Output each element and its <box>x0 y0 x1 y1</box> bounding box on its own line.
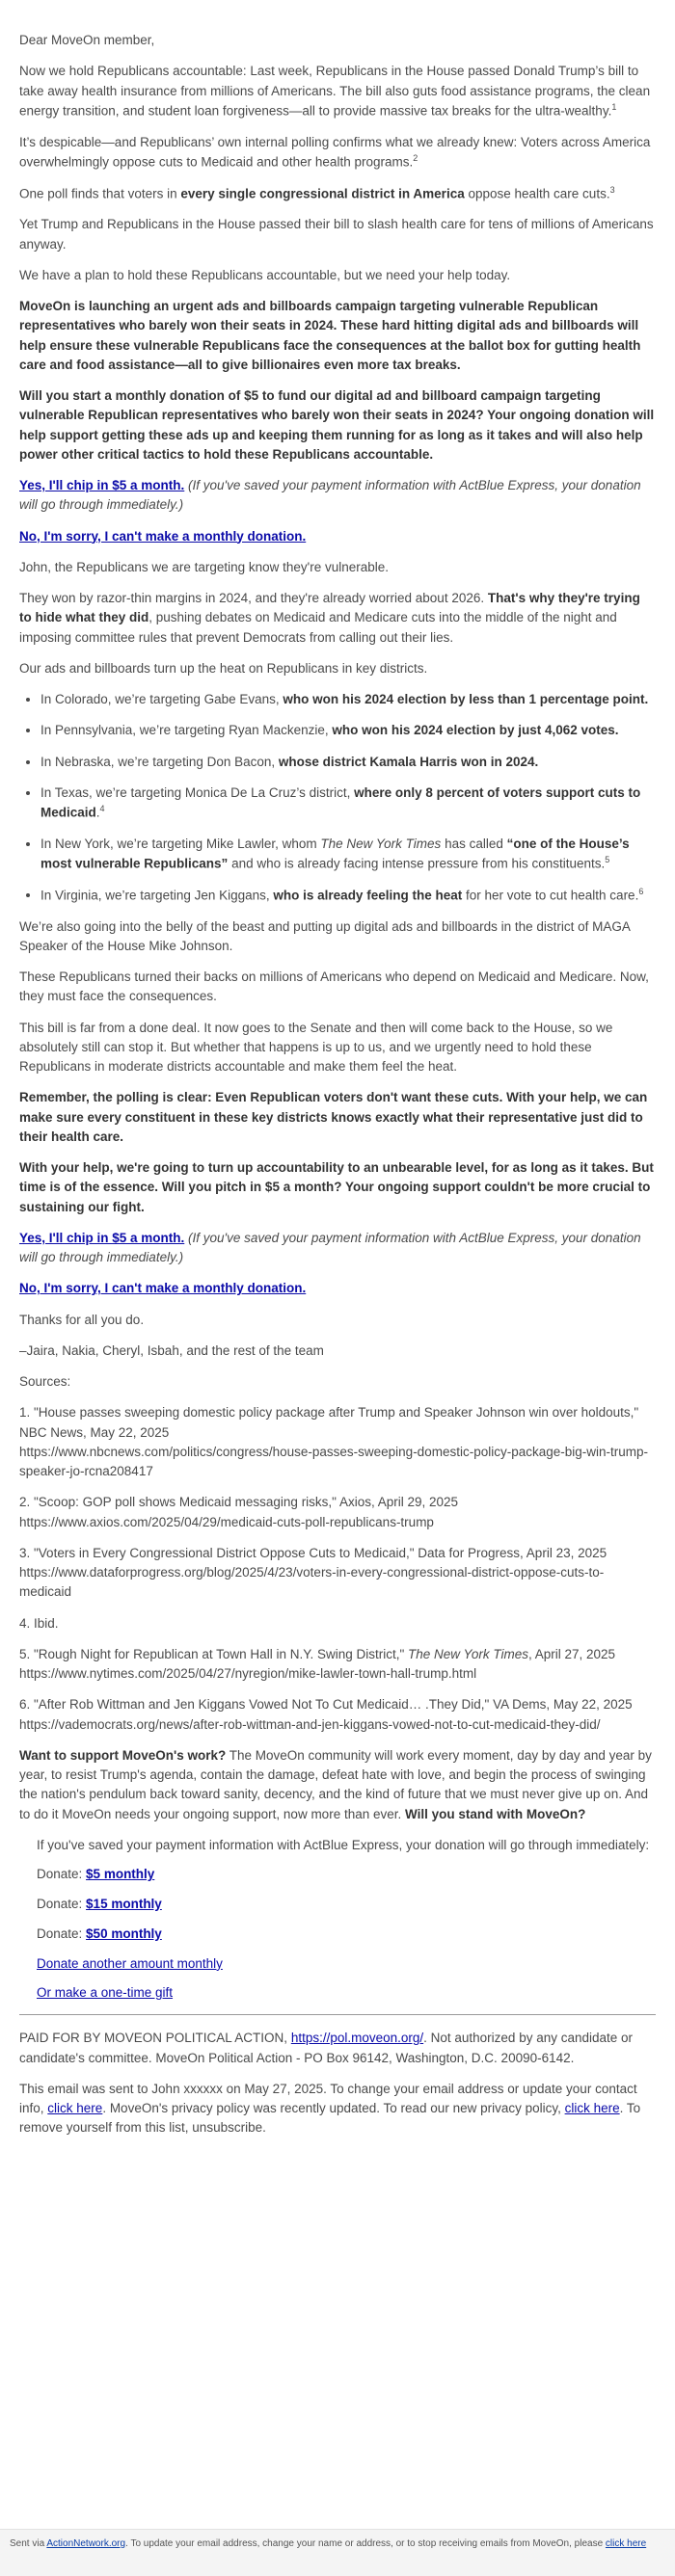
one-time-row <box>37 1983 656 2003</box>
paid-for-notice: PAID FOR BY MOVEON POLITICAL ACTION, https://pol.moveon.org/. Not authorized by any candidate or candidate's committee. MoveOn Political Action - PO Box 96142, Washington, D.C. 20090-6142. <box>19 2031 634 2065</box>
saved-payment-note-2: (If you've saved your payment information with ActBlue Express, your donation will go through immediately.) <box>19 1230 641 1264</box>
sources-list <box>19 1403 656 1735</box>
source-item: 1. "House passes sweeping domestic policy package after Trump and Speaker Johnson win over holdouts," NBC News, May 22, 2025 https://www.nbcnews.com/politics/congress/house-passes-sweeping-domestic-policy-package-big-win-trump-speaker-jo-rcna208417 <box>19 1405 649 1478</box>
email-body <box>19 0 656 2150</box>
launch-paragraph: MoveOn is launching an urgent ads and billboards campaign targeting vulnerable Republican representatives who barely won their seats in 2024. These hard hitting digital ads and billboards will help ensure these vulnerable Republicans face the consequences at the ballot box for gutting health care and food assistance—all to give billionaires even more tax breaks. <box>19 299 641 372</box>
no-donation-link-2[interactable]: No, I'm sorry, I can't make a monthly donation. <box>19 1281 307 1296</box>
moveon-political-link[interactable]: https://pol.moveon.org/ <box>290 2031 424 2046</box>
list-item: • In New York, we’re targeting Mike Lawler, whom The New York Times has called “one of the House’s most vulnerable Republicans” and who is already facing intense pressure from his constituents.$^5$ <box>40 835 656 874</box>
source-item: 2. "Scoop: GOP poll shows Medicaid messaging risks," Axios, April 29, 2025 https://www.axios.com/2025/04/29/medicaid-cuts-poll-republicans-trump <box>19 1495 459 1529</box>
email-footer <box>19 2029 656 2138</box>
source-item: 6. "After Rob Wittman and Jen Kiggans Vowed Not To Cut Medicaid… .They Did," VA Dems, May 22, 2025 https://vademocrats.org/news/after-rob-wittman-and-jen-kiggans-vowed-not-to-cut-medicaid-they-did/ <box>19 1697 633 1732</box>
source-item: 4. Ibid. <box>19 1615 59 1631</box>
donate-50-monthly-link[interactable]: $50 monthly <box>86 1925 162 1941</box>
yes-chip-in-link-2[interactable]: Yes, I'll chip in $5 a month. <box>19 1230 185 1245</box>
intro-paragraph: Now we hold Republicans accountable: Last week, Republicans in the House passed Donald Trump’s bill to take away health insurance from millions of Americans. The bill also guts food assistance programs, the clean energy transition, and student loan forgiveness—all to provide massive tax breaks for the ultra-wealthy.$^1$ <box>19 64 651 119</box>
donate-box-note: If you've saved your payment information with ActBlue Express, your donation will go through immediately: <box>37 1837 650 1852</box>
ads-heat-paragraph: Our ads and billboards turn up the heat on Republicans in key districts. <box>19 660 428 676</box>
ask-paragraph: Will you start a monthly donation of $5 to fund our digital ad and billboard campaign targeting vulnerable Republican representatives who barely won their seats in 2024? Your ongoing donation will help support getting these ads up and keeping them running for as long as it takes and will also help power other critical tactics to hold these Republicans accountable. <box>19 388 655 462</box>
yes-donate-row-2 <box>19 1229 656 1268</box>
greeting: Dear MoveOn member, <box>19 33 155 47</box>
signoff-line: –Jaira, Nakia, Cheryl, Isbah, and the rest of the team <box>19 1342 324 1358</box>
far-paragraph: This bill is far from a done deal. It now goes to the Senate and then will come back to the House, so we absolutely still can stop it. But whether that happens is up to us, and we urgently need to hold these Republicans in moderate districts accountable and make them feel the heat. <box>19 1020 613 1074</box>
ask-paragraph-2: With your help, we're going to turn up accountability to an unbearable level, for as long as it takes. But time is of the essence. Will you pitch in $5 a month? Your ongoing support couldn't be more crucial to sustaining our fight. <box>19 1160 654 1214</box>
update-contact-link[interactable]: click here <box>47 2101 103 2116</box>
donate-another-row <box>37 1954 656 1974</box>
john-paragraph: John, the Republicans we are targeting know they're vulnerable. <box>19 559 390 574</box>
targets-list <box>19 690 656 906</box>
yet-paragraph: Yet Trump and Republicans in the House passed their bill to slash health care for tens of millions of Americans anyway. <box>19 217 654 252</box>
despicable-paragraph: It’s despicable—and Republicans’ own internal polling confirms what we already knew: Voters across America overwhelmingly oppose cuts to Medicaid and other health programs.$^2$ <box>19 134 651 170</box>
donate-row: Donate: $15 monthly <box>37 1896 162 1911</box>
donate-5-monthly-link[interactable]: $5 monthly <box>86 1867 155 1881</box>
no-donate-row-2 <box>19 1279 656 1298</box>
belly-paragraph: We’re also going into the belly of the beast and putting up digital ads and billboards in the district of MAGA Speaker of the House Mike Johnson. <box>19 918 631 953</box>
no-donate-row <box>19 527 656 546</box>
action-network-link[interactable]: ActionNetwork.org <box>46 2538 126 2549</box>
donate-row: Donate: $5 monthly <box>37 1867 155 1881</box>
won-paragraph: They won by razor-thin margins in 2024, and they're already worried about 2026. That's why they're trying to hide what they did, pushing debates on Medicaid and Medicare cuts into the middle of the night and imposing committee rules that prevent Democrats from calling out their lies. <box>19 591 640 645</box>
donate-box <box>37 1836 656 2004</box>
donate-row: Donate: $50 monthly <box>37 1925 162 1941</box>
list-item: • In Texas, we’re targeting Monica De La Cruz’s district, where only 8 percent of voters support cuts to Medicaid.$^4$ <box>40 783 656 823</box>
support-paragraph: Want to support MoveOn's work? The MoveOn community will work every moment, day by day and year by year, to resist Trump's agenda, contain the damage, defeat hate with love, and begin the process of swinging the nation's pendulum back toward sanity, decency, and the kind of future that we must never give up on. And to do it MoveOn needs your ongoing support, now more than ever. Will you stand with MoveOn? <box>19 1747 652 1821</box>
list-item: • In Colorado, we’re targeting Gabe Evans, who won his 2024 election by less than 1 percentage point. <box>40 690 656 709</box>
poll-paragraph: One poll finds that voters in every single congressional district in America oppose health care cuts.$^3$ <box>19 184 615 200</box>
yes-donate-row <box>19 476 656 516</box>
source-item: 5. "Rough Night for Republican at Town Hall in N.Y. Swing District," The New York Times, April 27, 2025 https://www.nytimes.com/2025/04/27/nyregion/mike-lawler-town-hall-trump.html <box>19 1646 616 1681</box>
privacy-policy-link[interactable]: click here <box>564 2101 620 2116</box>
list-item: • In Virginia, we’re targeting Jen Kiggans, who is already feeling the heat for her vote to cut health care.$^6$ <box>40 886 656 906</box>
remember-paragraph: Remember, the polling is clear: Even Republican voters don't want these cuts. With your help, we can make sure every constituent in these key districts knows exactly what their representative just did to their health care. <box>19 1090 648 1144</box>
action-network-footer: Sent via ActionNetwork.org. To update your email address, change your name or address, or to stop receiving emails from MoveOn, please click here <box>0 2529 675 2576</box>
list-item: • In Pennsylvania, we’re targeting Ryan Mackenzie, who won his 2024 election by just 4,062 votes. <box>40 721 656 740</box>
plan-paragraph: We have a plan to hold these Republicans accountable, but we need your help today. <box>19 267 511 282</box>
turned-paragraph: These Republicans turned their backs on millions of Americans who depend on Medicaid and Medicare. Now, they must face the consequences. <box>19 969 649 1004</box>
donate-15-monthly-link[interactable]: $15 monthly <box>86 1896 162 1911</box>
footer-divider <box>19 2014 656 2015</box>
list-item: • In Nebraska, we’re targeting Don Bacon, whose district Kamala Harris won in 2024. <box>40 753 656 772</box>
no-donation-link[interactable]: No, I'm sorry, I can't make a monthly donation. <box>19 528 307 544</box>
source-item: 3. "Voters in Every Congressional District Oppose Cuts to Medicaid," Data for Progress, April 23, 2025 https://www.dataforprogress.org/blog/2025/4/23/voters-in-every-congressional-district-oppose-cuts-to-medicaid <box>19 1545 608 1600</box>
donate-another-amount-link[interactable]: Donate another amount monthly <box>37 1955 223 1971</box>
sources-label: Sources: <box>19 1374 71 1389</box>
one-time-gift-link[interactable]: Or make a one-time gift <box>37 1985 174 2001</box>
thanks-line: Thanks for all you do. <box>19 1312 145 1327</box>
saved-payment-note: (If you've saved your payment information with ActBlue Express, your donation will go through immediately.) <box>19 478 641 513</box>
sent-notice: This email was sent to John xxxxxx on May 27, 2025. To change your email address or update your contact info, click here. MoveOn's privacy policy was recently updated. To read our new privacy policy, click here. To remove yourself from this list, unsubscribe. <box>19 2081 641 2136</box>
manage-subscription-link[interactable]: click here <box>605 2538 647 2549</box>
yes-chip-in-link[interactable]: Yes, I'll chip in $5 a month. <box>19 478 185 492</box>
